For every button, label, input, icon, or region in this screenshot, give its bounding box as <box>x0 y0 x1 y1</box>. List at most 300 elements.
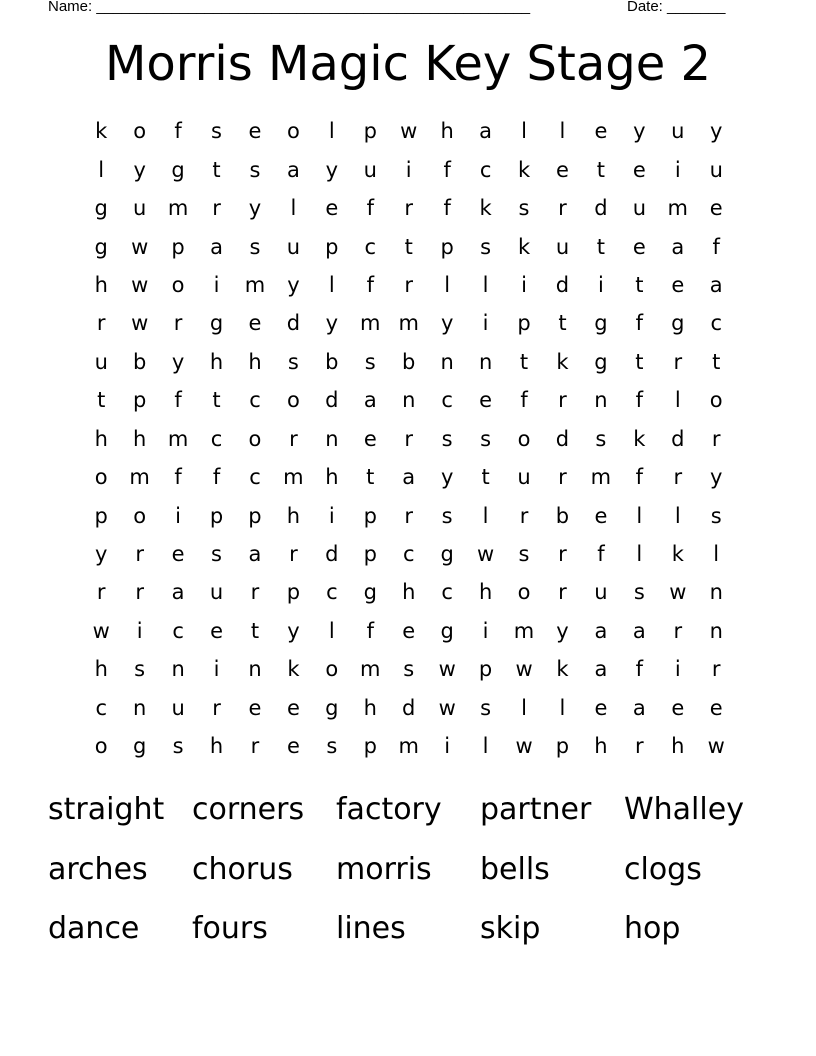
grid-letter: l <box>559 695 566 720</box>
word-list-item: arches <box>48 851 148 887</box>
grid-letter: g <box>594 349 608 374</box>
grid-letter: e <box>286 734 300 759</box>
word-list-item: straight <box>48 792 165 828</box>
grid-letter: y <box>171 349 185 374</box>
grid-letter: w <box>515 734 533 759</box>
grid-letter: r <box>289 426 298 451</box>
word-list-row <box>48 780 768 840</box>
grid-letter: u <box>133 196 147 221</box>
grid-letter: r <box>212 695 221 720</box>
word-list-item: clogs <box>624 851 702 887</box>
grid-letter: r <box>404 272 414 297</box>
grid-letter: u <box>555 234 570 259</box>
grid-letter: p <box>94 503 108 528</box>
grid-letter: f <box>635 657 644 682</box>
grid-letter: l <box>98 157 105 182</box>
grid-letter: n <box>440 349 454 374</box>
grid-letter: a <box>671 234 685 259</box>
grid-letter: g <box>363 580 377 605</box>
grid-letter: r <box>558 542 567 567</box>
grid-letter: a <box>210 234 223 259</box>
grid-letter: e <box>594 695 608 720</box>
grid-letter: u <box>517 465 531 490</box>
grid-letter: s <box>710 503 722 528</box>
grid-letter: o <box>286 119 300 144</box>
grid-letter: a <box>248 542 262 567</box>
grid-letter: w <box>707 734 725 759</box>
grid-letter: u <box>286 234 301 259</box>
grid-letter: p <box>248 503 262 528</box>
grid-letter: s <box>595 426 607 451</box>
grid-row <box>82 727 735 765</box>
grid-letter: t <box>558 311 567 336</box>
grid-letter: y <box>95 542 108 567</box>
grid-letter: l <box>636 542 643 567</box>
grid-letter: k <box>517 234 531 259</box>
grid-letter: p <box>440 234 454 259</box>
grid-letter: r <box>289 542 298 567</box>
grid-letter: t <box>596 234 606 259</box>
grid-letter: p <box>363 119 377 144</box>
grid-row <box>82 150 735 188</box>
word-list-item: bells <box>480 851 550 887</box>
grid-letter: w <box>92 618 110 643</box>
grid-row <box>82 458 735 496</box>
grid-letter: s <box>364 349 376 374</box>
grid-letter: h <box>402 580 416 605</box>
grid-letter: w <box>400 119 418 144</box>
grid-letter: f <box>212 465 221 490</box>
grid-letter: m <box>360 657 381 682</box>
grid-letter: u <box>709 157 723 182</box>
grid-letter: b <box>555 503 570 528</box>
grid-letter: p <box>209 503 224 528</box>
grid-letter: i <box>328 503 335 528</box>
grid-letter: i <box>674 657 681 682</box>
grid-letter: l <box>674 388 681 413</box>
grid-letter: l <box>482 734 489 759</box>
grid-letter: d <box>555 426 570 451</box>
grid-letter: m <box>129 465 150 490</box>
grid-letter: p <box>555 734 570 759</box>
word-list-item: morris <box>336 851 432 887</box>
grid-letter: h <box>248 349 262 374</box>
grid-letter: k <box>287 657 300 682</box>
grid-letter: i <box>482 311 489 336</box>
grid-letter: r <box>135 542 144 567</box>
grid-letter: y <box>287 618 300 643</box>
grid-letter: h <box>363 695 377 720</box>
grid-letter: w <box>477 542 495 567</box>
grid-letter: e <box>286 695 300 720</box>
grid-letter: w <box>669 580 687 605</box>
grid-letter: t <box>366 465 375 490</box>
grid-letter: m <box>398 311 419 336</box>
grid-letter: h <box>94 272 108 297</box>
grid-letter: o <box>709 388 723 413</box>
word-list-item: Whalley <box>624 792 744 828</box>
grid-letter: o <box>286 388 300 413</box>
word-list-item: dance <box>48 911 140 947</box>
grid-letter: m <box>167 426 189 451</box>
grid-letter: t <box>519 349 529 374</box>
grid-letter: g <box>440 542 454 567</box>
grid-letter: a <box>594 618 608 643</box>
grid-row <box>82 689 735 727</box>
grid-letter: g <box>594 311 608 336</box>
grid-letter: m <box>513 618 535 643</box>
word-list-item: partner <box>480 792 592 828</box>
grid-letter: o <box>325 657 339 682</box>
grid-letter: y <box>133 157 146 182</box>
grid-letter: e <box>556 157 569 182</box>
grid-letter: r <box>96 580 106 605</box>
grid-letter: c <box>249 388 261 413</box>
grid-letter: r <box>212 196 221 221</box>
grid-letter: c <box>210 426 223 451</box>
grid-letter: h <box>209 349 224 374</box>
grid-letter: d <box>286 311 301 336</box>
grid-letter: t <box>635 272 644 297</box>
grid-row <box>82 266 735 304</box>
grid-letter: s <box>403 657 415 682</box>
grid-letter: h <box>286 503 301 528</box>
grid-letter: g <box>440 618 454 643</box>
grid-letter: r <box>404 196 414 221</box>
grid-letter: i <box>597 272 604 297</box>
grid-row <box>82 112 735 150</box>
grid-letter: s <box>287 349 299 374</box>
grid-letter: w <box>131 234 149 259</box>
grid-letter: r <box>711 426 721 451</box>
grid-letter: o <box>133 503 147 528</box>
grid-letter: u <box>671 119 685 144</box>
grid-letter: r <box>404 426 414 451</box>
grid-letter: m <box>283 465 304 490</box>
grid-letter: k <box>633 426 646 451</box>
grid-letter: u <box>363 157 377 182</box>
grid-letter: r <box>250 580 260 605</box>
grid-letter: o <box>517 580 531 605</box>
grid-letter: e <box>171 542 185 567</box>
grid-letter: f <box>366 196 374 221</box>
grid-letter: d <box>325 388 339 413</box>
grid-letter: s <box>211 542 222 567</box>
grid-letter: y <box>440 311 454 336</box>
grid-letter: o <box>171 272 185 297</box>
grid-letter: c <box>249 465 261 490</box>
word-list-item: fours <box>192 911 268 947</box>
grid-letter: m <box>590 465 612 490</box>
grid-row <box>82 573 735 611</box>
grid-letter: h <box>325 465 339 490</box>
grid-letter: s <box>441 503 453 528</box>
grid-letter: y <box>440 465 454 490</box>
grid-letter: r <box>558 465 567 490</box>
grid-letter: s <box>480 426 492 451</box>
grid-letter: b <box>325 349 339 374</box>
grid-letter: b <box>402 349 416 374</box>
grid-letter: r <box>173 311 183 336</box>
grid-letter: y <box>325 311 339 336</box>
grid-letter: m <box>398 734 419 759</box>
word-list-item: corners <box>192 792 305 828</box>
grid-letter: i <box>482 618 489 643</box>
grid-letter: d <box>671 426 685 451</box>
grid-letter: b <box>132 349 147 374</box>
grid-letter: p <box>517 311 531 336</box>
grid-letter: f <box>366 618 374 643</box>
grid-letter: s <box>249 157 261 182</box>
grid-letter: y <box>556 618 569 643</box>
grid-letter: t <box>97 388 106 413</box>
grid-letter: a <box>479 119 493 144</box>
grid-letter: n <box>402 388 416 413</box>
grid-letter: c <box>441 388 453 413</box>
grid-letter: r <box>519 503 529 528</box>
grid-letter: d <box>325 542 339 567</box>
grid-row <box>82 304 735 342</box>
grid-row <box>82 227 735 265</box>
grid-letter: i <box>674 157 681 182</box>
grid-letter: f <box>366 272 374 297</box>
grid-letter: l <box>521 119 527 144</box>
grid-letter: t <box>212 157 221 182</box>
grid-letter: i <box>136 618 143 643</box>
grid-letter: o <box>94 734 108 759</box>
grid-letter: s <box>518 542 530 567</box>
grid-letter: e <box>709 695 723 720</box>
grid-letter: e <box>248 119 262 144</box>
grid-letter: t <box>635 349 644 374</box>
grid-letter: a <box>594 657 608 682</box>
grid-letter: h <box>94 426 108 451</box>
grid-letter: h <box>671 734 685 759</box>
grid-letter: r <box>404 503 414 528</box>
grid-letter: t <box>250 618 260 643</box>
grid-row <box>82 535 735 573</box>
grid-letter: t <box>212 388 221 413</box>
grid-letter: r <box>558 580 567 605</box>
grid-letter: u <box>632 196 646 221</box>
grid-letter: f <box>174 388 182 413</box>
grid-letter: k <box>479 196 492 221</box>
grid-letter: c <box>479 157 492 182</box>
grid-letter: f <box>443 196 451 221</box>
grid-letter: o <box>133 119 147 144</box>
grid-letter: e <box>479 388 493 413</box>
grid-letter: l <box>559 119 566 144</box>
grid-letter: c <box>441 580 453 605</box>
grid-letter: l <box>482 272 489 297</box>
grid-letter: l <box>328 119 335 144</box>
grid-row <box>82 612 735 650</box>
grid-letter: r <box>673 618 683 643</box>
name-field-label: Name: ____________________________________________________ <box>48 0 531 15</box>
grid-letter: y <box>325 157 339 182</box>
grid-row <box>82 496 735 534</box>
grid-letter: s <box>480 695 492 720</box>
grid-letter: a <box>402 465 416 490</box>
grid-letter: s <box>326 734 338 759</box>
grid-letter: w <box>438 695 456 720</box>
grid-letter: t <box>712 349 721 374</box>
grid-letter: h <box>594 734 608 759</box>
grid-letter: p <box>478 657 493 682</box>
grid-letter: e <box>248 311 262 336</box>
grid-letter: l <box>674 503 681 528</box>
grid-letter: m <box>667 196 689 221</box>
grid-letter: l <box>328 272 335 297</box>
grid-letter: s <box>480 234 492 259</box>
grid-letter: h <box>94 657 108 682</box>
grid-letter: k <box>556 657 569 682</box>
grid-letter: s <box>633 580 645 605</box>
grid-letter: d <box>402 695 416 720</box>
grid-letter: w <box>438 657 456 682</box>
grid-letter: e <box>363 426 377 451</box>
grid-letter: e <box>402 618 416 643</box>
grid-letter: r <box>250 734 260 759</box>
grid-letter: f <box>635 465 644 490</box>
grid-letter: r <box>96 311 106 336</box>
grid-letter: n <box>248 657 262 682</box>
grid-letter: n <box>709 618 723 643</box>
grid-letter: c <box>172 618 184 643</box>
grid-letter: h <box>209 734 224 759</box>
grid-row <box>82 343 735 381</box>
grid-letter: r <box>558 388 567 413</box>
grid-letter: w <box>131 311 149 336</box>
grid-letter: u <box>171 695 185 720</box>
grid-letter: r <box>635 734 644 759</box>
grid-letter: c <box>402 542 415 567</box>
grid-letter: l <box>328 618 335 643</box>
grid-letter: i <box>213 657 220 682</box>
grid-letter: c <box>364 234 377 259</box>
grid-letter: k <box>671 542 684 567</box>
grid-row <box>82 420 735 458</box>
grid-letter: t <box>481 465 490 490</box>
grid-letter: h <box>440 119 454 144</box>
grid-letter: t <box>596 157 606 182</box>
grid-letter: n <box>171 657 185 682</box>
grid-letter: m <box>244 272 266 297</box>
grid-letter: e <box>325 196 339 221</box>
grid-letter: p <box>363 542 377 567</box>
grid-letter: n <box>594 388 608 413</box>
grid-letter: u <box>209 580 224 605</box>
grid-letter: r <box>711 657 721 682</box>
grid-row <box>82 189 735 227</box>
grid-letter: f <box>174 465 182 490</box>
grid-letter: g <box>671 311 685 336</box>
grid-letter: y <box>633 119 646 144</box>
grid-letter: f <box>174 119 182 144</box>
grid-letter: s <box>249 234 261 259</box>
word-list-item: chorus <box>192 851 293 887</box>
grid-letter: y <box>710 465 723 490</box>
grid-letter: g <box>132 734 147 759</box>
grid-letter: r <box>558 196 567 221</box>
grid-letter: t <box>404 234 413 259</box>
grid-letter: p <box>363 734 377 759</box>
grid-letter: a <box>632 695 646 720</box>
word-list-row <box>48 840 768 900</box>
grid-letter: g <box>209 311 224 336</box>
grid-letter: d <box>594 196 608 221</box>
grid-letter: c <box>710 311 722 336</box>
grid-letter: l <box>290 196 297 221</box>
grid-letter: n <box>325 426 339 451</box>
grid-letter: e <box>709 196 723 221</box>
grid-letter: y <box>710 119 723 144</box>
grid-letter: p <box>286 580 301 605</box>
grid-letter: y <box>248 196 262 221</box>
word-list-item: lines <box>336 911 406 947</box>
word-list-item: hop <box>624 911 681 947</box>
grid-letter: e <box>671 695 685 720</box>
grid-letter: r <box>135 580 144 605</box>
grid-letter: s <box>211 119 222 144</box>
worksheet-header <box>48 0 726 15</box>
grid-letter: k <box>556 349 569 374</box>
grid-letter: e <box>594 119 608 144</box>
grid-letter: m <box>360 311 381 336</box>
grid-letter: n <box>709 580 723 605</box>
grid-letter: s <box>134 657 146 682</box>
word-list-item: skip <box>480 911 541 947</box>
grid-letter: u <box>594 580 608 605</box>
grid-letter: a <box>171 580 185 605</box>
grid-letter: e <box>210 618 223 643</box>
grid-letter: g <box>171 157 185 182</box>
grid-letter: n <box>133 695 147 720</box>
grid-letter: f <box>443 157 451 182</box>
word-list-row <box>48 899 768 959</box>
grid-row <box>82 381 735 419</box>
grid-letter: p <box>325 234 339 259</box>
grid-letter: k <box>517 157 531 182</box>
grid-letter: i <box>405 157 412 182</box>
grid-letter: g <box>325 695 339 720</box>
grid-letter: i <box>444 734 451 759</box>
grid-letter: f <box>597 542 605 567</box>
grid-letter: a <box>286 157 300 182</box>
grid-letter: f <box>635 311 644 336</box>
grid-letter: w <box>131 272 149 297</box>
grid-letter: p <box>363 503 377 528</box>
grid-letter: r <box>673 465 683 490</box>
grid-letter: a <box>632 618 646 643</box>
grid-letter: f <box>520 388 528 413</box>
grid-letter: c <box>326 580 338 605</box>
grid-letter: l <box>482 503 489 528</box>
grid-letter: y <box>287 272 300 297</box>
grid-letter: w <box>515 657 533 682</box>
grid-letter: a <box>709 272 723 297</box>
grid-letter: p <box>132 388 147 413</box>
grid-letter: i <box>521 272 527 297</box>
grid-letter: g <box>94 234 108 259</box>
grid-letter: l <box>521 695 527 720</box>
grid-letter: s <box>441 426 453 451</box>
grid-letter: d <box>555 272 570 297</box>
page-title: Morris Magic Key Stage 2 <box>104 36 712 92</box>
letter-grid <box>82 112 735 765</box>
grid-letter: r <box>673 349 683 374</box>
grid-letter: e <box>632 234 646 259</box>
